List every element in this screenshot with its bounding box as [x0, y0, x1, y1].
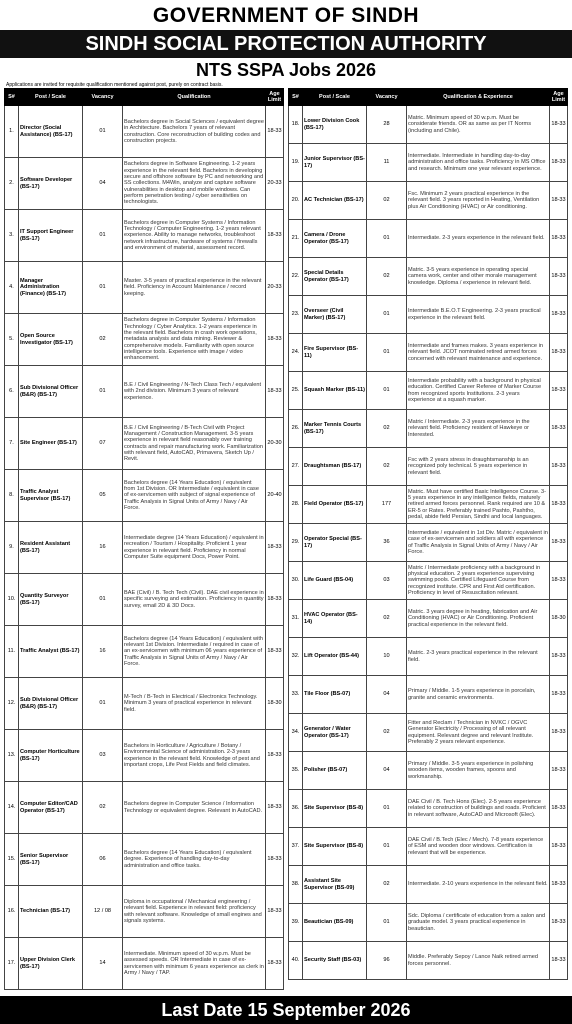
- authority-title: SINDH SOCIAL PROTECTION AUTHORITY: [0, 30, 572, 58]
- age-limit: 20-40: [266, 470, 284, 522]
- table-row: [289, 562, 568, 600]
- age-limit: 18-33: [550, 296, 568, 334]
- row-number: 35.: [289, 752, 303, 790]
- age-limit: 18-33: [266, 210, 284, 262]
- age-limit: 18-33: [550, 410, 568, 448]
- post-name: HVAC Operator (BS-14): [303, 600, 367, 638]
- vacancy-count: 07: [83, 418, 123, 470]
- age-limit: 18-33: [550, 904, 568, 942]
- table-row: [289, 866, 568, 904]
- qualification-text: Matric. Must have certified Basic Intelligence Course. 3-5 years experience in any intelligence fields, maturely retired armed forces personnel. Rank required are 10 & ER-5 or Rates. Preferably trained Pashto, Pashtho, pedal, abide field Persian, Sindhi and local languages.: [407, 486, 550, 524]
- post-name: Traffic Analyst (BS-17): [19, 626, 83, 678]
- post-name: Special Details Operator (BS-17): [303, 258, 367, 296]
- post-name: Draughtsman (BS-17): [303, 448, 367, 486]
- qualification-text: B.E / Civil Engineering / N-Tech Class Tech / equivalent with 2nd division. Minimum 3 years of relevant experience.: [123, 366, 266, 418]
- row-number: 37.: [289, 828, 303, 866]
- age-limit: 18-33: [550, 790, 568, 828]
- table-row: [289, 144, 568, 182]
- table-row: [289, 600, 568, 638]
- vacancy-count: 02: [83, 782, 123, 834]
- post-name: Camera / Drone Operator (BS-17): [303, 220, 367, 258]
- vacancy-count: 11: [367, 144, 407, 182]
- qualification-text: Matric / Intermediate proficiency with a background in physical education. 2 years experience supervising swimming pools. Certified Lifeguard Course from recognized institute. CPR and First Aid certification. Proficiency in level of Resuscitation relevant.: [407, 562, 550, 600]
- row-number: 25.: [289, 372, 303, 410]
- vacancy-count: 01: [367, 790, 407, 828]
- post-name: Generator / Water Operator (BS-17): [303, 714, 367, 752]
- vacancy-count: 01: [367, 334, 407, 372]
- row-number: 27.: [289, 448, 303, 486]
- table-row: [5, 522, 284, 574]
- row-number: 14.: [5, 782, 19, 834]
- row-number: 5.: [5, 314, 19, 366]
- qualification-text: Matric. 3 years degree in heating, fabrication and Air Conditioning (HVAC) or Air Conditioning. Proficient practical experience in the relevant field.: [407, 600, 550, 638]
- vacancy-count: 36: [367, 524, 407, 562]
- qualification-text: Middle. Preferably Sepoy / Lance Naik retired armed forces personnel.: [407, 942, 550, 980]
- qualification-text: DAE Civil / B.Tech (Elec / Mech). 7-8 years experience of ESM and wooden door windows. Certification is relevant that will be experience.: [407, 828, 550, 866]
- qualification-text: Intermediate and frames makes. 3 years experience in relevant field. JCOT nominated retired armed forces concerned with relevant maintenance and experience.: [407, 334, 550, 372]
- row-number: 7.: [5, 418, 19, 470]
- table-row: [289, 296, 568, 334]
- table-row: [5, 158, 284, 210]
- vacancy-count: 14: [83, 938, 123, 990]
- qualification-text: Intermediate. Intermediate in handling day-to-day administration and office tasks. Proficiency in MS Office and research. Minimum one year relevant experience.: [407, 144, 550, 182]
- qualification-text: BAE (Civil) / B. Tech Tech (Civil). DAE civil experience in specific surveying and estimation. Proficiency in quantity survey, email 2D & 3D Docs.: [123, 574, 266, 626]
- qualification-text: Bachelors degree (14 Years Education) / equivalent degree. Experience of handling day-to-day administration and office tasks.: [123, 834, 266, 886]
- header-qual-exp: Qualification & Experience: [407, 89, 550, 106]
- qualification-text: Diploma in occupational / Mechanical engineering / relevant field. Experience in relevant field: proficiency with relevant software. Knowledge of small engines and signals systems.: [123, 886, 266, 938]
- row-number: 10.: [5, 574, 19, 626]
- qualification-text: Fsc. Minimum 2 years practical experience in the relevant field. 3 years reported in Heating, Ventilation plus Air Conditioning (HVAC) or Air conditioning.: [407, 182, 550, 220]
- vacancy-count: 16: [83, 626, 123, 678]
- table-row: [289, 182, 568, 220]
- row-number: 26.: [289, 410, 303, 448]
- post-name: Sub Divisional Officer (B&R) (BS-17): [19, 366, 83, 418]
- table-row: [289, 524, 568, 562]
- age-limit: 18-30: [266, 678, 284, 730]
- age-limit: 18-33: [550, 828, 568, 866]
- left-jobs-table: [4, 88, 284, 990]
- age-limit: 18-33: [266, 834, 284, 886]
- qualification-text: Intermediate / equivalent in 1st Div. Matric / equivalent in case of ex-servicemen and soldiers all with experience of Traffic Analysis in Signal Units of Army / Navy / Air Force.: [407, 524, 550, 562]
- vacancy-count: 01: [83, 106, 123, 158]
- table-row: [289, 790, 568, 828]
- age-limit: 18-33: [266, 366, 284, 418]
- row-number: 28.: [289, 486, 303, 524]
- table-row: [5, 262, 284, 314]
- table-row: [5, 730, 284, 782]
- row-number: 15.: [5, 834, 19, 886]
- qualification-text: Bachelors degree (14 Years Education) / equivalent with relevant 1st Division. Intermediate / required in case of an ex-servicemen with minimum 06 years experience of Traffic Analysis in Signal Units of Army / Navy / Air Force.: [123, 626, 266, 678]
- vacancy-count: 16: [83, 522, 123, 574]
- table-row: [5, 834, 284, 886]
- table-row: [289, 258, 568, 296]
- row-number: 34.: [289, 714, 303, 752]
- row-number: 18.: [289, 106, 303, 144]
- vacancy-count: 02: [367, 600, 407, 638]
- table-row: [289, 714, 568, 752]
- jobs-title: NTS SSPA Jobs 2026: [195, 60, 377, 80]
- row-number: 36.: [289, 790, 303, 828]
- table-row: [289, 372, 568, 410]
- age-limit: 18-33: [266, 522, 284, 574]
- age-limit: 18-33: [550, 372, 568, 410]
- post-name: Life Guard (BS-04): [303, 562, 367, 600]
- table-row: [289, 486, 568, 524]
- row-number: 4.: [5, 262, 19, 314]
- vacancy-count: 03: [367, 562, 407, 600]
- header-sno: S#: [5, 89, 19, 106]
- table-row: [5, 886, 284, 938]
- qualification-text: Matric. Minimum speed of 30 w.p.m. Must be considerate friends. OR as same as per IT Norms (including and Chile).: [407, 106, 550, 144]
- row-number: 29.: [289, 524, 303, 562]
- qualification-text: Primary / Middle. 1-5 years experience in porcelain, granite and ceramic environments.: [407, 676, 550, 714]
- row-number: 31.: [289, 600, 303, 638]
- row-number: 13.: [5, 730, 19, 782]
- table-row: [5, 782, 284, 834]
- qualification-text: Matric / Intermediate. 2-3 years experience in the relevant field. Proficiency resident of Hawkeye or Interested.: [407, 410, 550, 448]
- post-name: Lift Operator (BS-44): [303, 638, 367, 676]
- row-number: 12.: [5, 678, 19, 730]
- vacancy-count: 01: [367, 220, 407, 258]
- row-number: 6.: [5, 366, 19, 418]
- qualification-text: Bachelors degree (14 Years Education) / equivalent from 1st Division. OR Intermediate / equivalent in case of ex-servicemen with subject of signal experience of Traffic Analysis in Signal Units of Army / Navy / Air Force.: [123, 470, 266, 522]
- age-limit: 18-33: [550, 334, 568, 372]
- row-number: 20.: [289, 182, 303, 220]
- qualification-text: B.E / Civil Engineering / B-Tech Civil with Project Management / Construction Management. 3-5 years experience in relevant field reasonably over training contracts and repair manufacturing work. Familiarization with relevant field, AutoCAD, Primavera, Sketch Up / Revit.: [123, 418, 266, 470]
- age-limit: 18-33: [550, 220, 568, 258]
- intro-text: Applications are invited for requisite qualification mentioned against post, purely on contract basis.: [6, 82, 223, 88]
- row-number: 23.: [289, 296, 303, 334]
- vacancy-count: 02: [367, 866, 407, 904]
- qualification-text: Primary / Middle. 3-5 years experience in polishing wooden items, wooden frames, spoons and workmanship.: [407, 752, 550, 790]
- row-number: 22.: [289, 258, 303, 296]
- post-name: Technician (BS-17): [19, 886, 83, 938]
- vacancy-count: 02: [83, 314, 123, 366]
- post-name: Tile Floor (BS-07): [303, 676, 367, 714]
- vacancy-count: 01: [367, 296, 407, 334]
- row-number: 24.: [289, 334, 303, 372]
- last-date-banner: Last Date 15 September 2026: [0, 996, 572, 1024]
- qualification-text: Intermediate. 2-3 years experience in the relevant field.: [407, 220, 550, 258]
- post-name: Traffic Analyst Supervisor (BS-17): [19, 470, 83, 522]
- table-row: [5, 210, 284, 262]
- header-vacancy: Vacancy: [83, 89, 123, 106]
- vacancy-count: 04: [83, 158, 123, 210]
- qualification-text: Intermediate B.E.O.T Engineering. 2-3 years practical experience in the relevant field.: [407, 296, 550, 334]
- vacancy-count: 05: [83, 470, 123, 522]
- table-row: [5, 418, 284, 470]
- row-number: 19.: [289, 144, 303, 182]
- post-name: Beautician (BS-09): [303, 904, 367, 942]
- post-name: Operator Special (BS-17): [303, 524, 367, 562]
- post-name: Senior Supervisor (BS-17): [19, 834, 83, 886]
- row-number: 32.: [289, 638, 303, 676]
- qualification-text: Bachelors degree in Computer Systems / Information Technology / Computer Engineering. 1-2 years relevant experience. Ability to manage networks, troubleshoot network infrastructure, hardware of systems / firewalls and environment of material, assessment record.: [123, 210, 266, 262]
- row-number: 8.: [5, 470, 19, 522]
- row-number: 30.: [289, 562, 303, 600]
- age-limit: 20-33: [266, 158, 284, 210]
- row-number: 38.: [289, 866, 303, 904]
- age-limit: 20-33: [266, 262, 284, 314]
- age-limit: 18-33: [550, 258, 568, 296]
- age-limit: 18-33: [550, 182, 568, 220]
- header-age: Age Limit: [550, 89, 568, 106]
- row-number: 33.: [289, 676, 303, 714]
- vacancy-count: 02: [367, 258, 407, 296]
- post-name: Open Source Investigator (BS-17): [19, 314, 83, 366]
- header-post: Post / Scale: [303, 89, 367, 106]
- post-name: Assistant Site Supervisor (BS-09): [303, 866, 367, 904]
- post-name: Field Operator (BS-17): [303, 486, 367, 524]
- vacancy-count: 01: [367, 904, 407, 942]
- vacancy-count: 01: [83, 366, 123, 418]
- table-row: [5, 106, 284, 158]
- post-name: AC Technician (BS-17): [303, 182, 367, 220]
- vacancy-count: 01: [83, 262, 123, 314]
- table-row: [289, 106, 568, 144]
- post-name: Site Supervisor (BS-8): [303, 790, 367, 828]
- vacancy-count: 02: [367, 448, 407, 486]
- qualification-text: Master. 3-5 years of practical experience in the relevant field. Proficiency in Account Maintenance / record keeping.: [123, 262, 266, 314]
- vacancy-count: 177: [367, 486, 407, 524]
- row-number: 40.: [289, 942, 303, 980]
- age-limit: 18-33: [550, 752, 568, 790]
- vacancy-count: 02: [367, 410, 407, 448]
- table-row: [289, 220, 568, 258]
- qualification-text: Bachelors degree in Social Sciences / equivalent degree in Architecture. Bachelors 7 years of relevant construction. Core reconstruction of building codes and construction projects.: [123, 106, 266, 158]
- age-limit: 18-33: [266, 106, 284, 158]
- post-name: Security Staff (BS-03): [303, 942, 367, 980]
- post-name: Resident Assistant (BS-17): [19, 522, 83, 574]
- header-vacancy: Vacancy: [367, 89, 407, 106]
- vacancy-count: 01: [83, 210, 123, 262]
- qualification-text: Fsc with 2 years stress in draughtsmanship is an recognized poly technical. 5 years experience in relevant field.: [407, 448, 550, 486]
- post-name: Junior Supervisor (BS-17): [303, 144, 367, 182]
- vacancy-count: 01: [83, 574, 123, 626]
- vacancy-count: 02: [367, 714, 407, 752]
- age-limit: 18-30: [550, 600, 568, 638]
- table-row: [289, 942, 568, 980]
- post-name: Quantity Surveyor (BS-17): [19, 574, 83, 626]
- table-row: [289, 410, 568, 448]
- qualification-text: Bachelors in Horticulture / Agriculture / Botany / Environmental Science of administration. 2-3 years experience in the relevant field. Knowledge of pest and important crops, Life Pest Fields and field climates.: [123, 730, 266, 782]
- qualification-text: Intermediate probability with a background in physical education. Certified Career Referee of Marker Course from recognized sports Institutions. 2-3 years experience at a squash marker.: [407, 372, 550, 410]
- row-number: 1.: [5, 106, 19, 158]
- age-limit: 18-33: [550, 486, 568, 524]
- qualification-text: DAE Civil / B. Tech Hons (Elec). 2-5 years experience related to construction of buildings and roads. Proficient in relevant software, AutoCAD and Microsoft (Elec).: [407, 790, 550, 828]
- age-limit: 18-33: [550, 638, 568, 676]
- qualification-text: Sdc. Diploma / certificate of education from a salon and graduate model. 3 years practical experience in beautician.: [407, 904, 550, 942]
- age-limit: 18-33: [266, 730, 284, 782]
- table-row: [5, 574, 284, 626]
- qualification-text: Intermediate. Minimum speed of 30 w.p.m. Must be assessed speeds. OR Intermediate in case of ex-servicemen with minimum 6 years experience as clerk in Army / Navy / TAP.: [123, 938, 266, 990]
- table-row: [289, 448, 568, 486]
- row-number: 2.: [5, 158, 19, 210]
- vacancy-count: 10: [367, 638, 407, 676]
- age-limit: 18-33: [266, 574, 284, 626]
- row-number: 3.: [5, 210, 19, 262]
- row-number: 39.: [289, 904, 303, 942]
- age-limit: 18-33: [266, 626, 284, 678]
- row-number: 11.: [5, 626, 19, 678]
- table-row: [289, 638, 568, 676]
- post-name: Upper Division Clerk (BS-17): [19, 938, 83, 990]
- government-title: GOVERNMENT OF SINDH: [152, 4, 420, 27]
- vacancy-count: 01: [367, 372, 407, 410]
- qualification-text: M-Tech / B-Tech in Electrical / Electronics Technology. Minimum 3 years of practical experience in relevant field.: [123, 678, 266, 730]
- age-limit: 18-33: [550, 942, 568, 980]
- age-limit: 18-33: [550, 144, 568, 182]
- vacancy-count: 03: [83, 730, 123, 782]
- table-row: [5, 366, 284, 418]
- age-limit: 18-33: [550, 524, 568, 562]
- vacancy-count: 02: [367, 182, 407, 220]
- vacancy-count: 28: [367, 106, 407, 144]
- row-number: 16.: [5, 886, 19, 938]
- table-row: [5, 678, 284, 730]
- header-post: Post / Scale: [19, 89, 83, 106]
- table-row: [289, 334, 568, 372]
- table-row: [5, 314, 284, 366]
- vacancy-count: 01: [83, 678, 123, 730]
- post-name: Director (Social Assistance) (BS-17): [19, 106, 83, 158]
- qualification-text: Matric. 2-3 years practical experience in the relevant field.: [407, 638, 550, 676]
- row-number: 21.: [289, 220, 303, 258]
- vacancy-count: 01: [367, 828, 407, 866]
- qualification-text: Bachelors degree in Software Engineering. 1-2 years experience in the relevant field. Bachelors in developing secure and offshore software by PC and networking and SS collections. M4Win, analyze and capture software vulnerabilities in desktop and mobile windows. Can perform penetration testing / cyber sensitivities on technologists.: [123, 158, 266, 210]
- post-name: Polisher (BS-07): [303, 752, 367, 790]
- table-row: [5, 626, 284, 678]
- post-name: Computer Editor/CAD Operator (BS-17): [19, 782, 83, 834]
- table-row: [5, 938, 284, 990]
- post-name: Sub Divisional Officer (B&R) (BS-17): [19, 678, 83, 730]
- age-limit: 18-33: [266, 314, 284, 366]
- post-name: Site Engineer (BS-17): [19, 418, 83, 470]
- age-limit: 18-33: [266, 886, 284, 938]
- age-limit: 18-33: [266, 782, 284, 834]
- table-row: [289, 828, 568, 866]
- header-age: Age Limit: [266, 89, 284, 106]
- post-name: Overseer (Civil Marker) (BS-17): [303, 296, 367, 334]
- row-number: 9.: [5, 522, 19, 574]
- post-name: IT Support Engineer (BS-17): [19, 210, 83, 262]
- age-limit: 18-33: [550, 714, 568, 752]
- vacancy-count: 96: [367, 942, 407, 980]
- age-limit: 18-33: [550, 448, 568, 486]
- post-name: Manager Administration (Finance) (BS-17): [19, 262, 83, 314]
- table-row: [5, 470, 284, 522]
- qualification-text: Fitter and Reclam / Technician in NVKC / OGVC Generator Electricity / Processing of all relevant equipment. Relevant degree and relevant Institute. Preferably 2 years relevant experience.: [407, 714, 550, 752]
- table-row: [289, 904, 568, 942]
- post-name: Fire Supervisor (BS-11): [303, 334, 367, 372]
- age-limit: 20-30: [266, 418, 284, 470]
- row-number: 17.: [5, 938, 19, 990]
- age-limit: 18-33: [550, 106, 568, 144]
- vacancy-count: 06: [83, 834, 123, 886]
- age-limit: 18-33: [266, 938, 284, 990]
- age-limit: 18-33: [550, 676, 568, 714]
- vacancy-count: 04: [367, 676, 407, 714]
- vacancy-count: 12 / 08: [83, 886, 123, 938]
- right-jobs-table: [288, 88, 568, 990]
- table-row: [289, 676, 568, 714]
- qualification-text: Matric. 3-5 years experience in operating special camera work, center and other morale management knowledge. Diploma / experience in relevant field.: [407, 258, 550, 296]
- qualification-text: Bachelors degree in Computer Science / Information Technology or equivalent degree. Relevant in AutoCAD.: [123, 782, 266, 834]
- post-name: Squash Marker (BS-11): [303, 372, 367, 410]
- age-limit: 18-33: [550, 866, 568, 904]
- post-name: Site Supervisor (BS-8): [303, 828, 367, 866]
- post-name: Software Developer (BS-17): [19, 158, 83, 210]
- qualification-text: Bachelors degree in Computer Systems / Information Technology / Cyber Analytics. 1-2 years experience in the relevant field. Bachelors in crash work operations, metadata analysis and data mining. Reviewer & comprehensive models. Familiarity with open source intelligence tools. Experience with image / video enhancement.: [123, 314, 266, 366]
- header-qualification: Qualification: [123, 89, 266, 106]
- post-name: Computer Horticulture (BS-17): [19, 730, 83, 782]
- age-limit: 18-33: [550, 562, 568, 600]
- header-sno: S#: [289, 89, 303, 106]
- qualification-text: Intermediate degree (14 Years Education) / equivalent in recreation / Tourism / Hospitality. Proficient 1 year experience in relevant field. Proficiency in normal Computer Suite equipment Docs, Power Point.: [123, 522, 266, 574]
- qualification-text: Intermediate. 2-10 years experience in the relevant field.: [407, 866, 550, 904]
- post-name: Lower Division Cook (BS-17): [303, 106, 367, 144]
- vacancy-count: 04: [367, 752, 407, 790]
- post-name: Marker Tennis Courts (BS-17): [303, 410, 367, 448]
- table-row: [289, 752, 568, 790]
